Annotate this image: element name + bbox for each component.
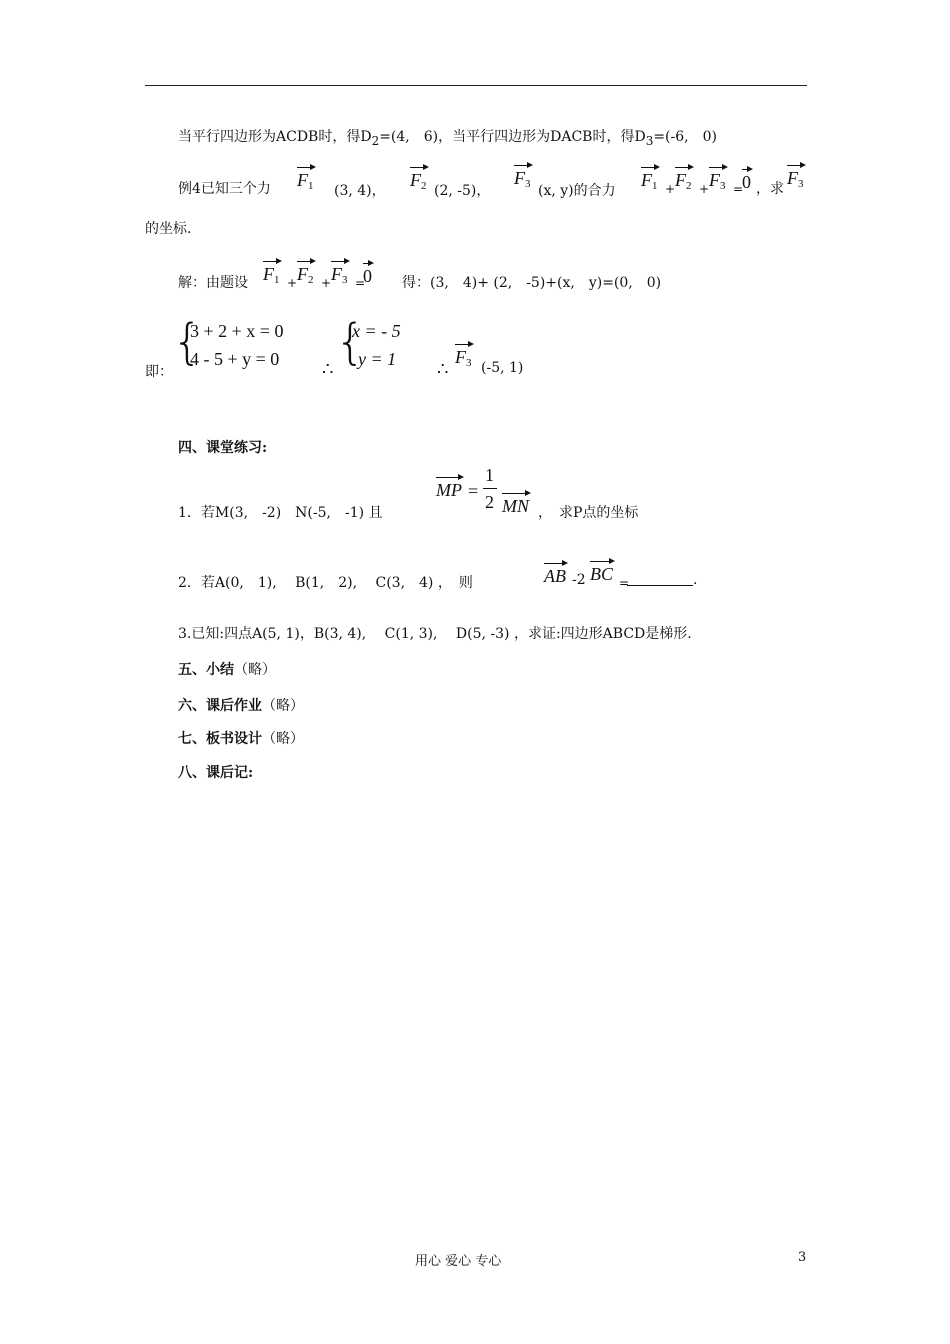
subscript: 3: [798, 178, 804, 190]
zero: 0: [742, 172, 751, 192]
arrow-icon: [455, 344, 472, 345]
sum-f2: [675, 170, 692, 192]
vector-letter: F: [410, 170, 421, 190]
plus-sign: +: [287, 276, 298, 290]
plus-sign: +: [665, 182, 676, 196]
subscript: 2: [686, 180, 692, 192]
vector-letters: AB: [544, 566, 566, 586]
subscript: 1: [652, 180, 658, 192]
arrow-icon: [363, 263, 372, 264]
f3-coordinates: (x, y)的合力: [538, 183, 616, 199]
equation-row-1: 3 + 2 + x = 0: [190, 321, 284, 341]
vector-bc: [590, 564, 613, 585]
equals-sign: =: [355, 276, 366, 290]
arrow-icon: [675, 167, 692, 168]
exercise-2-prefix: 2．若A(0, 1), B(1, 2), C(3, 4) ， 则: [178, 575, 473, 591]
equals-sign: =: [733, 182, 744, 196]
vector-mn: [502, 496, 529, 517]
section-7-title: 七、板书设计: [178, 731, 262, 747]
subscript: 3: [720, 180, 726, 192]
equation-row-2: 4 - 5 + y = 0: [190, 349, 280, 369]
section-6-note: （略）: [262, 698, 304, 714]
vector-letter: F: [263, 264, 274, 284]
brace-icon: {: [335, 314, 366, 370]
solution-result: 得：(3, 4)+ (2, -5)+(x, y)=(0, 0): [402, 275, 662, 291]
sol-f3: [331, 264, 348, 286]
arrow-icon: [709, 167, 726, 168]
section-5: [178, 660, 276, 680]
arrow-icon: [742, 169, 751, 170]
zero-vector: [742, 172, 751, 193]
subscript: 1: [308, 180, 314, 192]
therefore-symbol: ∴: [322, 359, 334, 380]
vector-letter: F: [331, 264, 342, 284]
arrow-icon: [641, 167, 658, 168]
subscript: 2: [421, 180, 427, 192]
vector-letter: F: [709, 170, 720, 190]
exercise-1-suffix: ， 求P点的坐标: [538, 505, 639, 521]
arrow-icon: [297, 261, 314, 262]
exercise-1-prefix: 1．若M(3, -2) N(-5, -1) 且: [178, 505, 383, 521]
vector-f3-ask: [787, 168, 804, 190]
equals-sign: =: [468, 481, 479, 501]
vector-letters: BC: [590, 564, 614, 584]
exercise-3: 3.已知:四点A(5, 1)，B(3, 4), C(1, 3), D(5, -3) ，求证:四边形ABCD是梯形.: [178, 626, 692, 642]
plus-sign: +: [321, 276, 332, 290]
vector-f1: [297, 170, 314, 192]
zero-vector: [363, 266, 372, 287]
vector-mp: [436, 480, 462, 501]
parallelogram-line: [178, 127, 717, 151]
vector-letter: F: [455, 347, 466, 367]
f1-coordinates: (3, 4)，: [334, 183, 386, 199]
text: 当平行四边形为ACDB时，得D: [178, 129, 372, 145]
arrow-icon: [544, 563, 566, 564]
section-5-title: 五、小结: [178, 662, 234, 678]
vector-letter: F: [297, 170, 308, 190]
arrow-icon: [263, 261, 280, 262]
section-6: [178, 696, 304, 716]
subscript: 3: [466, 357, 472, 369]
arrow-icon: [514, 165, 531, 166]
answer-f3: [455, 347, 472, 369]
vector-f2: [410, 170, 427, 192]
section-6-title: 六、课后作业: [178, 698, 262, 714]
section-4-title: 四、课堂练习:: [178, 440, 268, 456]
vector-letters: MP: [436, 480, 462, 500]
solution-prefix: 解：由题设: [178, 275, 248, 291]
minus-two: -2: [572, 572, 586, 588]
vector-letter: F: [297, 264, 308, 284]
zero: 0: [363, 266, 372, 286]
fraction-bar: [483, 488, 497, 489]
answer-coordinates: (-5, 1): [481, 360, 524, 376]
sum-f3: [709, 170, 726, 192]
arrow-icon: [297, 167, 314, 168]
arrow-icon: [502, 493, 529, 494]
page-number: 3: [798, 1250, 807, 1265]
arrow-icon: [590, 561, 613, 562]
subscript: 2: [308, 274, 314, 286]
text: =(4, 6)，当平行四边形为DACB时，得D: [379, 129, 646, 145]
f2-coordinates: (2, -5)，: [434, 183, 491, 199]
sol-f2: [297, 264, 314, 286]
equals-sign: =: [619, 576, 630, 590]
vector-letter: F: [641, 170, 652, 190]
arrow-icon: [410, 167, 427, 168]
text: =(-6, 0): [653, 129, 717, 145]
fraction-denominator: 2: [485, 492, 494, 512]
arrow-icon: [787, 165, 804, 166]
subscript: 3: [525, 178, 531, 190]
vector-letter: F: [675, 170, 686, 190]
header-rule: [145, 85, 807, 86]
system-label: 即：: [145, 364, 173, 380]
solution-y: y = 1: [358, 349, 397, 369]
period: .: [693, 572, 698, 588]
example4-prefix: 例4已知三个力: [178, 181, 271, 197]
subscript: 1: [274, 274, 280, 286]
example4-tail: 的坐标.: [145, 221, 192, 237]
arrow-icon: [331, 261, 348, 262]
vector-letter: F: [787, 168, 798, 188]
section-8-title: 八、课后记:: [178, 765, 254, 781]
section-7: [178, 729, 304, 749]
vector-f3: [514, 168, 531, 190]
subscript: 2: [371, 133, 380, 148]
fraction-numerator: 1: [485, 465, 494, 485]
vector-letters: MN: [502, 496, 529, 516]
therefore-symbol: ∴: [437, 359, 449, 380]
footer-motto: 用心 爱心 专心: [415, 1254, 502, 1269]
ask-text: ，求: [756, 181, 784, 197]
section-7-note: （略）: [262, 731, 304, 747]
sum-f1: [641, 170, 658, 192]
subscript: 3: [645, 133, 654, 148]
subscript: 3: [342, 274, 348, 286]
section-5-note: （略）: [234, 662, 276, 678]
answer-blank: [627, 572, 697, 588]
solution-x: x = - 5: [352, 321, 401, 341]
plus-sign: +: [699, 182, 710, 196]
arrow-icon: [436, 477, 462, 478]
vector-letter: F: [514, 168, 525, 188]
brace-icon: {: [172, 314, 203, 370]
vector-ab: [544, 566, 566, 587]
sol-f1: [263, 264, 280, 286]
